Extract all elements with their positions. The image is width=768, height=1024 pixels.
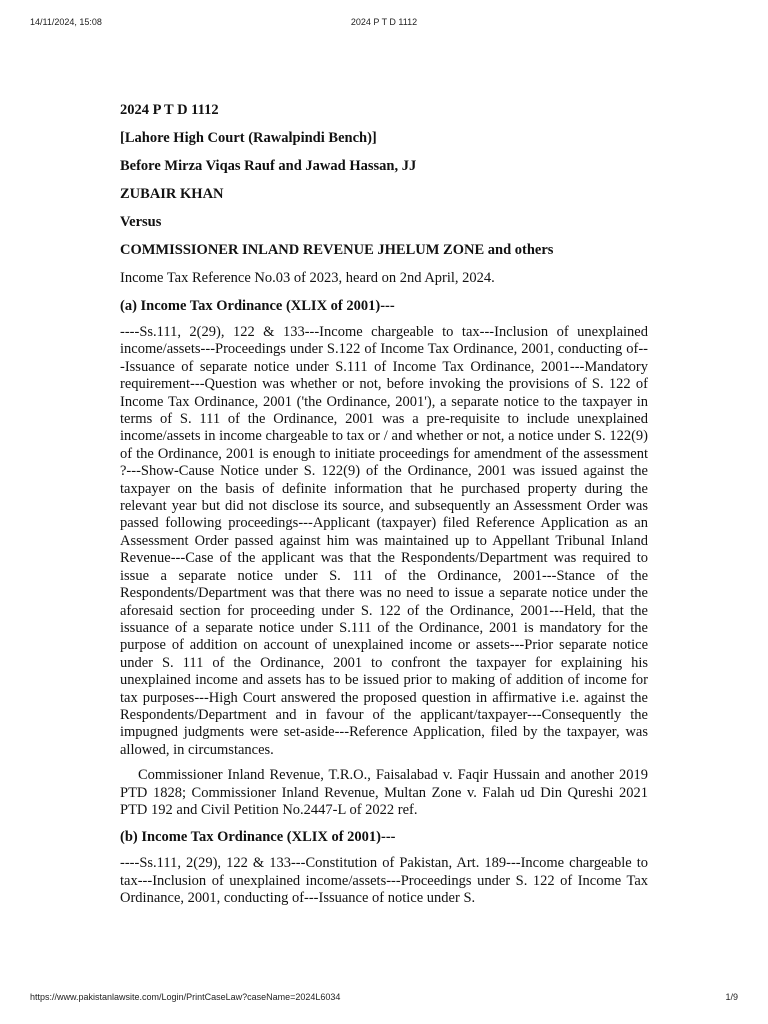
cases-referred-a: Commissioner Inland Revenue, T.R.O., Faisalabad v. Faqir Hussain and another 2019 PTD 1828; Commissioner Inland Revenue, Multan Zone v. Falah ud Din Qureshi 2021 PTD 192 and Civil Petition No.2447-L of 2022 ref. — [120, 767, 648, 818]
bench: Before Mirza Viqas Rauf and Jawad Hassan, JJ — [120, 158, 417, 174]
page-number: 1/9 — [725, 992, 738, 1002]
print-datetime: 14/11/2024, 15:08 — [30, 17, 102, 27]
versus: Versus — [120, 214, 162, 230]
petitioner: ZUBAIR KHAN — [120, 186, 224, 202]
citation: 2024 P T D 1112 — [120, 102, 219, 118]
document-body — [120, 100, 648, 916]
court-name: [Lahore High Court (Rawalpindi Bench)] — [120, 130, 377, 146]
case-reference: Income Tax Reference No.03 of 2023, heard on 2nd April, 2024. — [120, 270, 495, 286]
print-title: 2024 P T D 1112 — [350, 17, 418, 27]
print-footer — [30, 992, 738, 1006]
heading-b: (b) Income Tax Ordinance (XLIX of 2001)--- — [120, 829, 396, 846]
paragraph-b: ----Ss.111, 2(29), 122 & 133---Constitution of Pakistan, Art. 189---Income chargeable to tax---Inclusion of unexplained income/assets---Proceedings under S. 122 of Income Tax Ordinance, 2001, conducting of---Issuance of notice under S. — [120, 855, 648, 907]
print-header — [30, 17, 738, 31]
paragraph-a: ----Ss.111, 2(29), 122 & 133---Income chargeable to tax---Inclusion of unexplained income/assets---Proceedings under S.122 of Income Tax Ordinance, 2001, conducting of---Issuance of separate notice under S.111 of Income Tax Ordinance, 2001---Mandatory requirement---Question was whether or not, before invoking the provisions of S. 122 of Income Tax Ordinance, 2001 ('the Ordinance, 2001'), a separate notice to the taxpayer in terms of S. 111 of the Ordinance, 2001 was a pre-requisite to include unexplained income/assets in income chargeable to tax or / and whether or not, a notice under S. 122(9) of the Ordinance, 2001 is enough to initiate proceedings for amendment of the assessment ?---Show-Cause Notice under S. 122(9) of the Ordinance, 2001 was issued against the taxpayer on the basis of definite information that he purchased property during the relevant year but did not disclose its source, and subsequently an Assessment Order was passed following proceedings---Applicant (taxpayer) filed Reference Application as an Assessment Order passed against him was maintained up to Appellant Tribunal Inland Revenue---Case of the applicant was that the Respondents/Department was required to issue a separate notice under S. 111 of the Ordinance, 2001---Stance of the Respondents/Department was that there was no need to issue a separate notice under the aforesaid section for proceeding under S. 122 of the Ordinance, 2001---Held, that the issuance of a separate notice under S.111 of the Ordinance, 2001 is mandatory for the purpose of addition on account of unexplained income or assets---Prior separate notice under S. 111 of the Ordinance, 2001 to confront the taxpayer for explaining his unexplained income and assets has to be issued prior to making of addition of income for tax purposes---High Court answered the proposed question in affirmative i.e. against the Respondents/Department and in favour of the applicant/taxpayer---Consequently the impugned judgments were set-aside---Reference Application, filed by the taxpayer, was allowed, in circumstances. — [120, 324, 648, 758]
heading-a: (a) Income Tax Ordinance (XLIX of 2001)--- — [120, 298, 395, 314]
respondent: COMMISSIONER INLAND REVENUE JHELUM ZONE and others — [120, 242, 554, 258]
page-url: https://www.pakistanlawsite.com/Login/PrintCaseLaw?caseName=2024L6034 — [30, 992, 341, 1002]
